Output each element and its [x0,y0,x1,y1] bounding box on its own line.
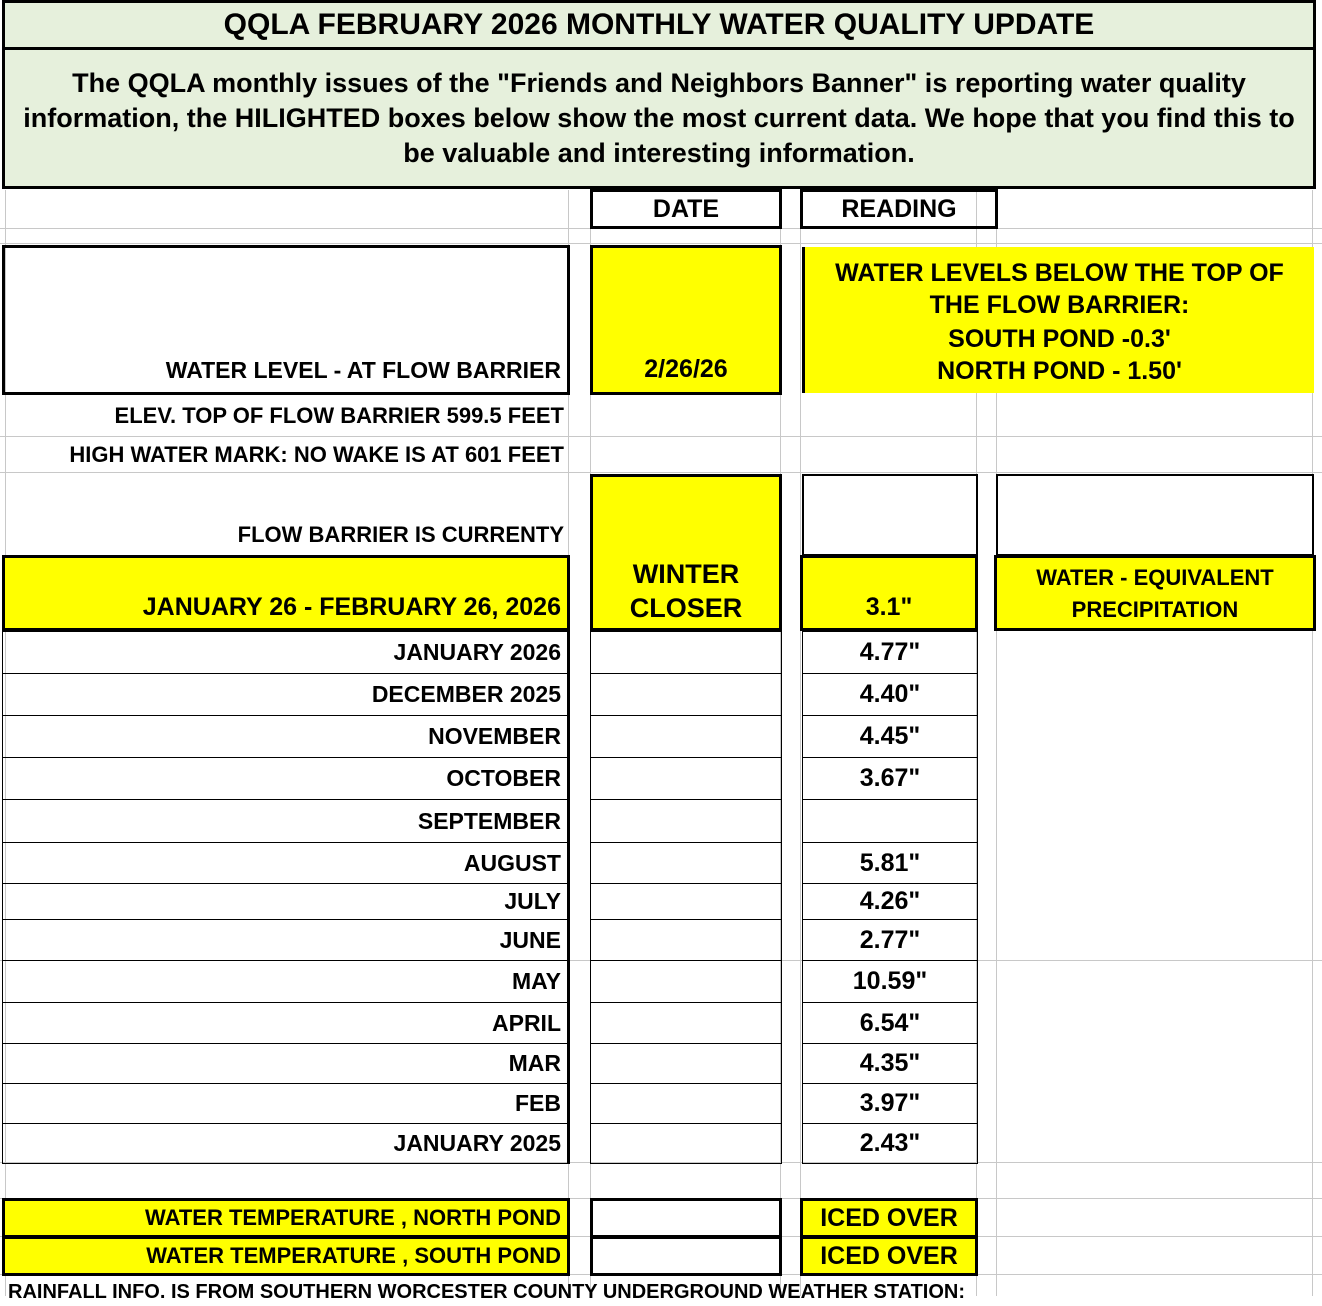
elevation-label: ELEV. TOP OF FLOW BARRIER 599.5 FEET [114,403,564,428]
month-label: DECEMBER 2025 [2,673,570,716]
empty-cell [590,1236,782,1276]
month-label: JUNE [2,919,570,961]
month-reading: 3.67" [802,757,978,800]
north-pond-temp-label: WATER TEMPERATURE , NORTH POND [2,1198,570,1238]
south-pond-temp-label: WATER TEMPERATURE , SOUTH POND [2,1236,570,1276]
north-pond-temp-reading: ICED OVER [800,1198,978,1238]
month-label: JANUARY 2026 [2,631,570,674]
water-level-label: WATER LEVEL - AT FLOW BARRIER [2,245,570,395]
page-title: QQLA FEBRUARY 2026 MONTHLY WATER QUALITY UPDATE [2,0,1316,50]
month-reading: 4.26" [802,883,978,920]
high-water-label: HIGH WATER MARK: NO WAKE IS AT 601 FEET [69,442,564,467]
empty-cell [590,1198,782,1238]
month-date-cell [590,799,782,843]
month-reading: 4.77" [802,631,978,674]
intro-text: The QQLA monthly issues of the "Friends and Neighbors Banner" is reporting water quality information, the HILIGHTED boxes below show the most current data. We hope that you find this to be valuable and interesting information. [2,47,1316,189]
flow-barrier-status [590,474,782,631]
month-label: OCTOBER [2,757,570,800]
month-date-cell [590,883,782,920]
month-date-cell [590,842,782,884]
month-label: MAY [2,960,570,1003]
precip-current-reading: 3.1" [800,555,978,631]
month-reading: 10.59" [802,960,978,1003]
reading-column-header: READING [800,189,998,229]
empty-cell [802,474,978,556]
month-label: JULY [2,883,570,920]
month-date-cell [590,960,782,1003]
month-reading: 4.45" [802,715,978,758]
month-label: SEPTEMBER [2,799,570,843]
date-column-header: DATE [590,189,782,229]
footer-note: RAINFALL INFO. IS FROM SOUTHERN WORCESTER COUNTY UNDERGROUND WEATHER STATION: [8,1280,966,1303]
south-pond-temp-reading: ICED OVER [800,1236,978,1276]
month-reading: 6.54" [802,1002,978,1044]
water-level-reading [802,247,1314,393]
month-reading: 2.77" [802,919,978,961]
month-label: AUGUST [2,842,570,884]
month-date-cell [590,919,782,961]
flow-barrier-status-line2: CLOSER [629,592,743,623]
month-label: MAR [2,1043,570,1084]
month-date-cell [590,1083,782,1124]
precip-note [994,555,1316,631]
month-label: NOVEMBER [2,715,570,758]
month-date-cell [590,673,782,716]
month-date-cell [590,1002,782,1044]
month-reading [802,799,978,843]
precip-period-label: JANUARY 26 - FEBRUARY 26, 2026 [2,555,570,631]
precip-note-line2: PRECIPITATION [1071,597,1239,622]
month-date-cell [590,715,782,758]
south-pond-level: SOUTH POND -0.3' [948,324,1171,353]
month-reading: 5.81" [802,842,978,884]
month-date-cell [590,757,782,800]
month-reading: 3.97" [802,1083,978,1124]
water-level-date: 2/26/26 [590,245,782,395]
grid-line [800,190,801,1296]
empty-cell [996,474,1314,556]
flow-barrier-label: FLOW BARRIER IS CURRENTY [237,522,564,547]
month-date-cell [590,1043,782,1084]
grid-line [0,243,1322,244]
month-label: APRIL [2,1002,570,1044]
precip-note-line1: WATER - EQUIVALENT [1036,565,1274,590]
month-reading: 4.40" [802,673,978,716]
north-pond-level: NORTH POND - 1.50' [937,356,1182,385]
month-date-cell [590,631,782,674]
water-level-heading: WATER LEVELS BELOW THE TOP OF THE FLOW BARRIER: [835,259,1284,319]
month-label: JANUARY 2025 [2,1123,570,1164]
month-date-cell [590,1123,782,1164]
month-reading: 2.43" [802,1123,978,1164]
month-label: FEB [2,1083,570,1124]
flow-barrier-status-line1: WINTER [632,558,740,589]
month-reading: 4.35" [802,1043,978,1084]
